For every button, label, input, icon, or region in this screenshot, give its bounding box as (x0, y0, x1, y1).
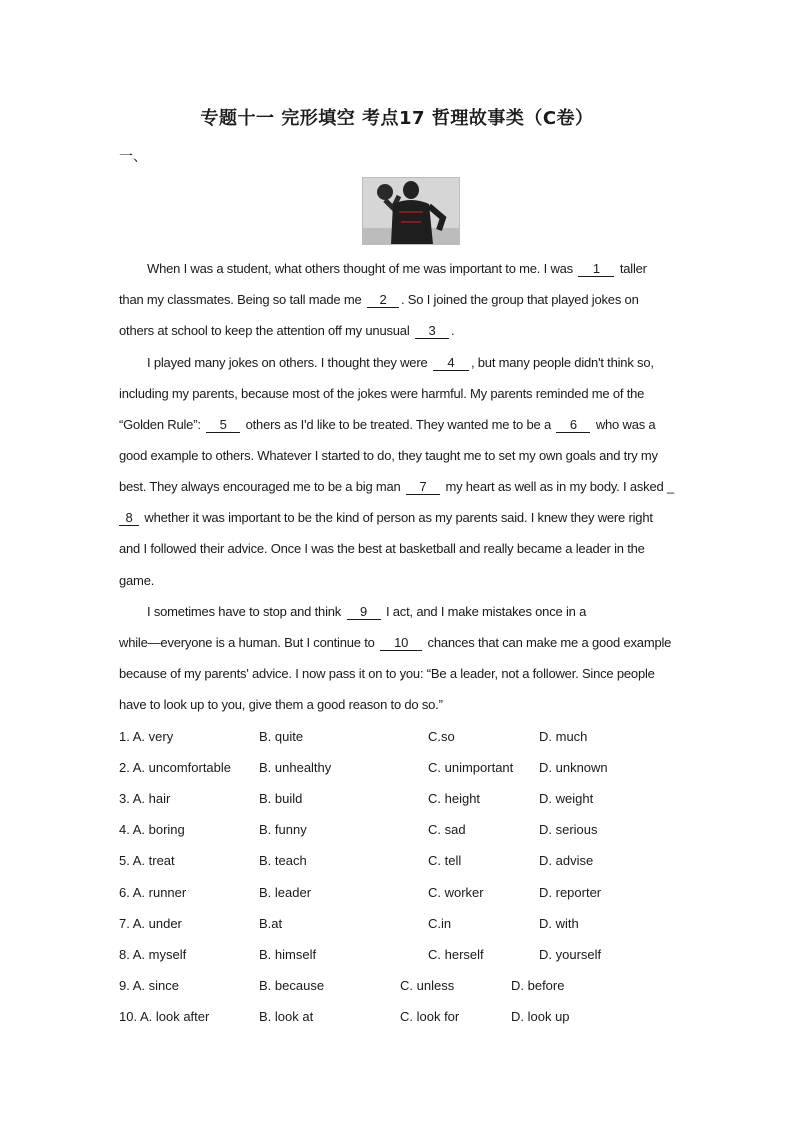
option-d: D. weight (539, 791, 594, 806)
option-b: B. because (259, 978, 325, 993)
text-segment: When I was a student, what others thought of me was important to me. I was (147, 261, 573, 276)
option-b: B. funny (259, 822, 307, 837)
option-a: 3. A. hair (119, 791, 171, 806)
option-b: B. quite (259, 729, 304, 744)
passage-line: good example to others. Whatever I started to do, they taught me to set my own goals and try my (119, 448, 658, 463)
option-a: 1. A. very (119, 729, 174, 744)
passage-line: and I followed their advice. Once I was the best at basketball and really became a leader in the (119, 541, 645, 556)
section-number: 一、 (119, 149, 147, 165)
text-segment: while—everyone is a human. But I continue to (119, 635, 375, 650)
option-a: 10. A. look after (119, 1009, 210, 1024)
passage-line (119, 292, 639, 308)
text-segment: best. They always encouraged me to be a big man (119, 479, 401, 494)
option-d: D. serious (539, 822, 598, 837)
option-a: 5. A. treat (119, 853, 175, 868)
option-c: C. herself (428, 947, 484, 962)
option-b: B.at (259, 916, 283, 931)
option-d: D. much (539, 729, 588, 744)
passage-line (119, 417, 655, 433)
option-c: C. height (428, 791, 481, 806)
option-d: D. unknown (539, 760, 608, 775)
passage-line (147, 604, 586, 620)
blank-4: 4 (433, 356, 469, 371)
option-c: C.in (428, 916, 452, 931)
option-a: 6. A. runner (119, 885, 187, 900)
text-segment: , but many people didn't think so, (470, 355, 654, 370)
passage-line: game. (119, 573, 155, 588)
option-d: D. before (511, 978, 565, 993)
option-c: C. sad (428, 822, 466, 837)
option-b: B. unhealthy (259, 760, 332, 775)
text-segment: “Golden Rule”: (119, 417, 201, 432)
option-c: C. worker (428, 885, 484, 900)
page-title: 专题十一 完形填空 考点17 哲理故事类（C卷） (200, 108, 594, 129)
blank-9: 9 (347, 605, 381, 620)
basketball-player-photo (362, 177, 460, 245)
option-b: B. teach (259, 853, 307, 868)
text-segment: my heart as well as in my body. I asked _ (445, 479, 674, 494)
blank-10: 10 (380, 636, 422, 651)
text-segment: chances that can make me a good example (427, 635, 672, 650)
option-d: D. reporter (539, 885, 602, 900)
option-c: C. look for (400, 1009, 460, 1024)
option-d: D. advise (539, 853, 594, 868)
passage-line (119, 510, 653, 526)
option-a: 4. A. boring (119, 822, 185, 837)
text-segment: . So I joined the group that played jokes on (400, 292, 639, 307)
option-c: C. unimportant (428, 760, 514, 775)
passage-line: have to look up to you, give them a good reason to do so.” (119, 697, 443, 712)
option-d: D. look up (511, 1009, 570, 1024)
option-a: 8. A. myself (119, 947, 187, 962)
basketball-player-icon (363, 178, 459, 244)
blank-7: 7 (406, 480, 440, 495)
passage-line (147, 261, 647, 277)
option-c: C.so (428, 729, 455, 744)
option-b: B. himself (259, 947, 317, 962)
text-segment: others as I'd like to be treated. They wanted me to be a (245, 417, 551, 432)
option-a: 7. A. under (119, 916, 182, 931)
blank-3: 3 (415, 324, 449, 339)
text-segment: who was a (595, 417, 656, 432)
passage-line: including my parents, because most of the jokes were harmful. My parents reminded me of the (119, 386, 645, 401)
passage-line (119, 479, 674, 495)
passage-line (147, 355, 654, 371)
text-segment: taller (619, 261, 647, 276)
blank-1: 1 (578, 262, 614, 277)
passage-line (119, 635, 671, 651)
option-b: B. leader (259, 885, 312, 900)
passage-line: because of my parents' advice. I now pass it on to you: “Be a leader, not a follower. Since people (119, 666, 655, 681)
option-b: B. build (259, 791, 303, 806)
option-c: C. tell (428, 853, 462, 868)
option-d: D. with (539, 916, 579, 931)
text-segment: others at school to keep the attention off my unusual (119, 323, 410, 338)
passage-line (119, 323, 454, 339)
text-segment: than my classmates. Being so tall made me (119, 292, 362, 307)
option-a: 2. A. uncomfortable (119, 760, 232, 775)
text-segment: I sometimes have to stop and think (147, 604, 342, 619)
option-d: D. yourself (539, 947, 602, 962)
blank-6: 6 (556, 418, 590, 433)
option-b: B. look at (259, 1009, 314, 1024)
blank-8: 8 (119, 511, 139, 526)
option-a: 9. A. since (119, 978, 179, 993)
option-c: C. unless (400, 978, 455, 993)
blank-2: 2 (367, 293, 399, 308)
text-segment: . (450, 323, 455, 338)
text-segment: whether it was important to be the kind of person as my parents said. I knew they were right (144, 510, 653, 525)
text-segment: I played many jokes on others. I thought they were (147, 355, 428, 370)
blank-5: 5 (206, 418, 240, 433)
text-segment: I act, and I make mistakes once in a (385, 604, 587, 619)
